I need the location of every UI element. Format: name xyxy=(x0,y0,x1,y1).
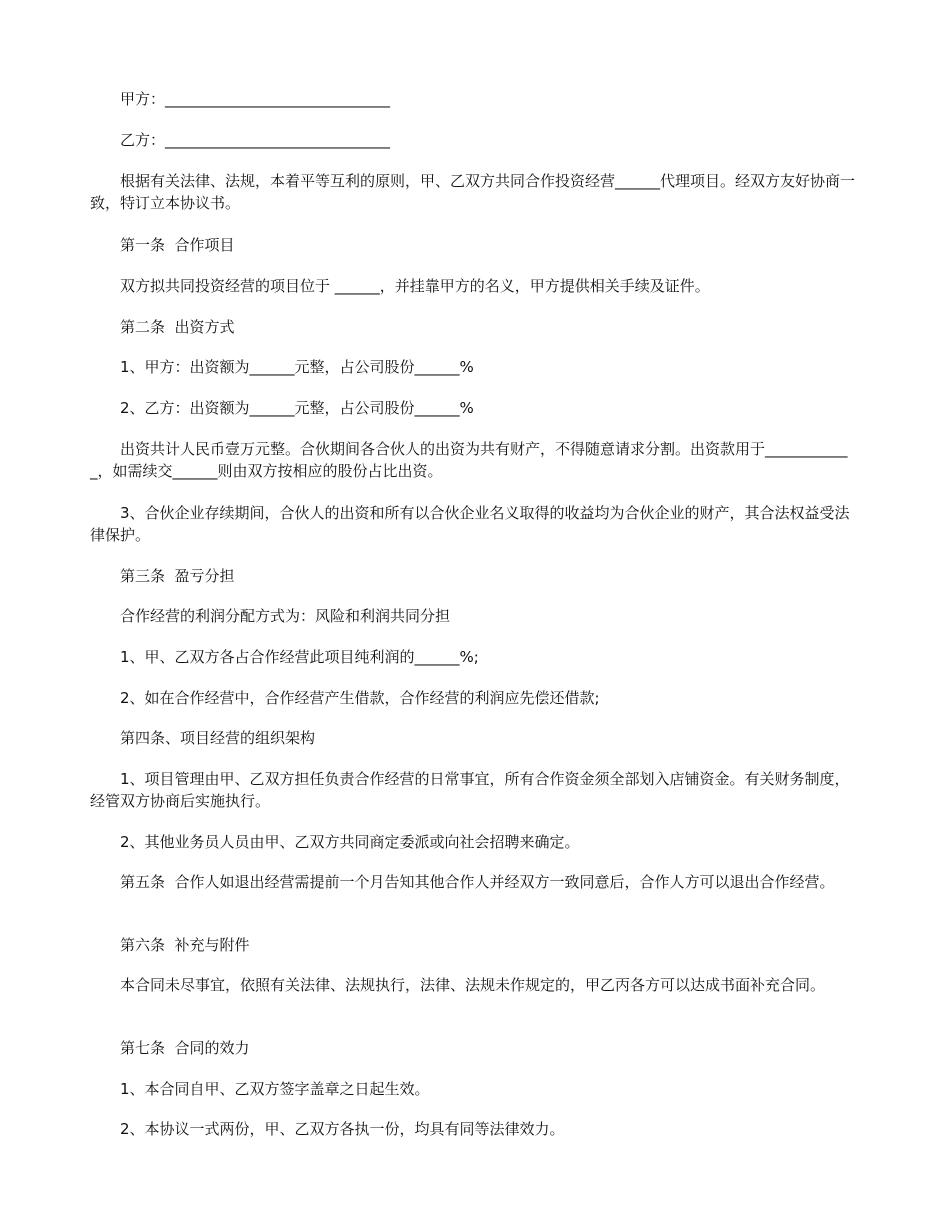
article-5-paragraph: 第五条 合作人如退出经营需提前一个月告知其他合作人并经双方一致同意后，合作人方可以退出合作经营。 xyxy=(120,873,835,891)
article-2-item-3: 3、合伙企业存续期间，合伙人的出资和所有以合伙企业名义取得的收益均为合伙企业的财产，其合法权益受法律保护。 xyxy=(90,504,850,544)
preamble-paragraph: 根据有关法律、法规，本着平等互利的原则，甲、乙双方共同合作投资经营______代理项目。经双方友好协商一致，特订立本协议书。 xyxy=(90,172,856,212)
article-3-item-1: 1、甲、乙双方各占合作经营此项目纯利润的______%; xyxy=(120,648,479,666)
article-6-heading: 第六条 补充与附件 xyxy=(120,936,250,954)
article-4-item-1: 1、项目管理由甲、乙双方担任负责合作经营的日常事宜，所有合作资金须全部划入店铺资金。有关财务制度，经管双方协商后实施执行。 xyxy=(90,770,850,810)
article-3-item-2: 2、如在合作经营中，合作经营产生借款，合作经营的利润应先偿还借款; xyxy=(120,689,600,707)
article-3-heading: 第三条 盈亏分担 xyxy=(120,567,235,585)
party-a-line: 甲方：______________________________ xyxy=(120,90,391,108)
article-7-heading: 第七条 合同的效力 xyxy=(120,1039,250,1057)
article-4-item-2: 2、其他业务员人员由甲、乙双方共同商定委派或向社会招聘来确定。 xyxy=(120,833,580,851)
article-2-capital-note: 出资共计人民币壹万元整。合伙期间各合伙人的出资为共有财产，不得随意请求分割。出资款用于____________，如需续交______则由双方按相应的股份占比出资。 xyxy=(90,440,848,480)
article-1-heading: 第一条 合作项目 xyxy=(120,236,235,254)
article-3-body: 合作经营的利润分配方式为：风险和利润共同分担 xyxy=(120,607,451,625)
article-2-heading: 第二条 出资方式 xyxy=(120,318,235,336)
article-7-item-2: 2、本协议一式两份，甲、乙双方各执一份，均具有同等法律效力。 xyxy=(120,1120,565,1138)
article-6-body: 本合同未尽事宜，依照有关法律、法规执行，法律、法规未作规定的，甲乙丙各方可以达成书面补充合同。 xyxy=(120,976,826,994)
article-2-item-2: 2、乙方：出资额为______元整，占公司股份______% xyxy=(120,399,474,417)
article-1-body: 双方拟共同投资经营的项目位于 ______，并挂靠甲方的名义，甲方提供相关手续及证件。 xyxy=(120,277,710,295)
article-2-item-1: 1、甲方：出资额为______元整，占公司股份______% xyxy=(120,358,474,376)
article-7-item-1: 1、本合同自甲、乙双方签字盖章之日起生效。 xyxy=(120,1080,430,1098)
article-4-heading: 第四条、项目经营的组织架构 xyxy=(120,729,316,747)
party-b-line: 乙方：______________________________ xyxy=(120,131,391,149)
